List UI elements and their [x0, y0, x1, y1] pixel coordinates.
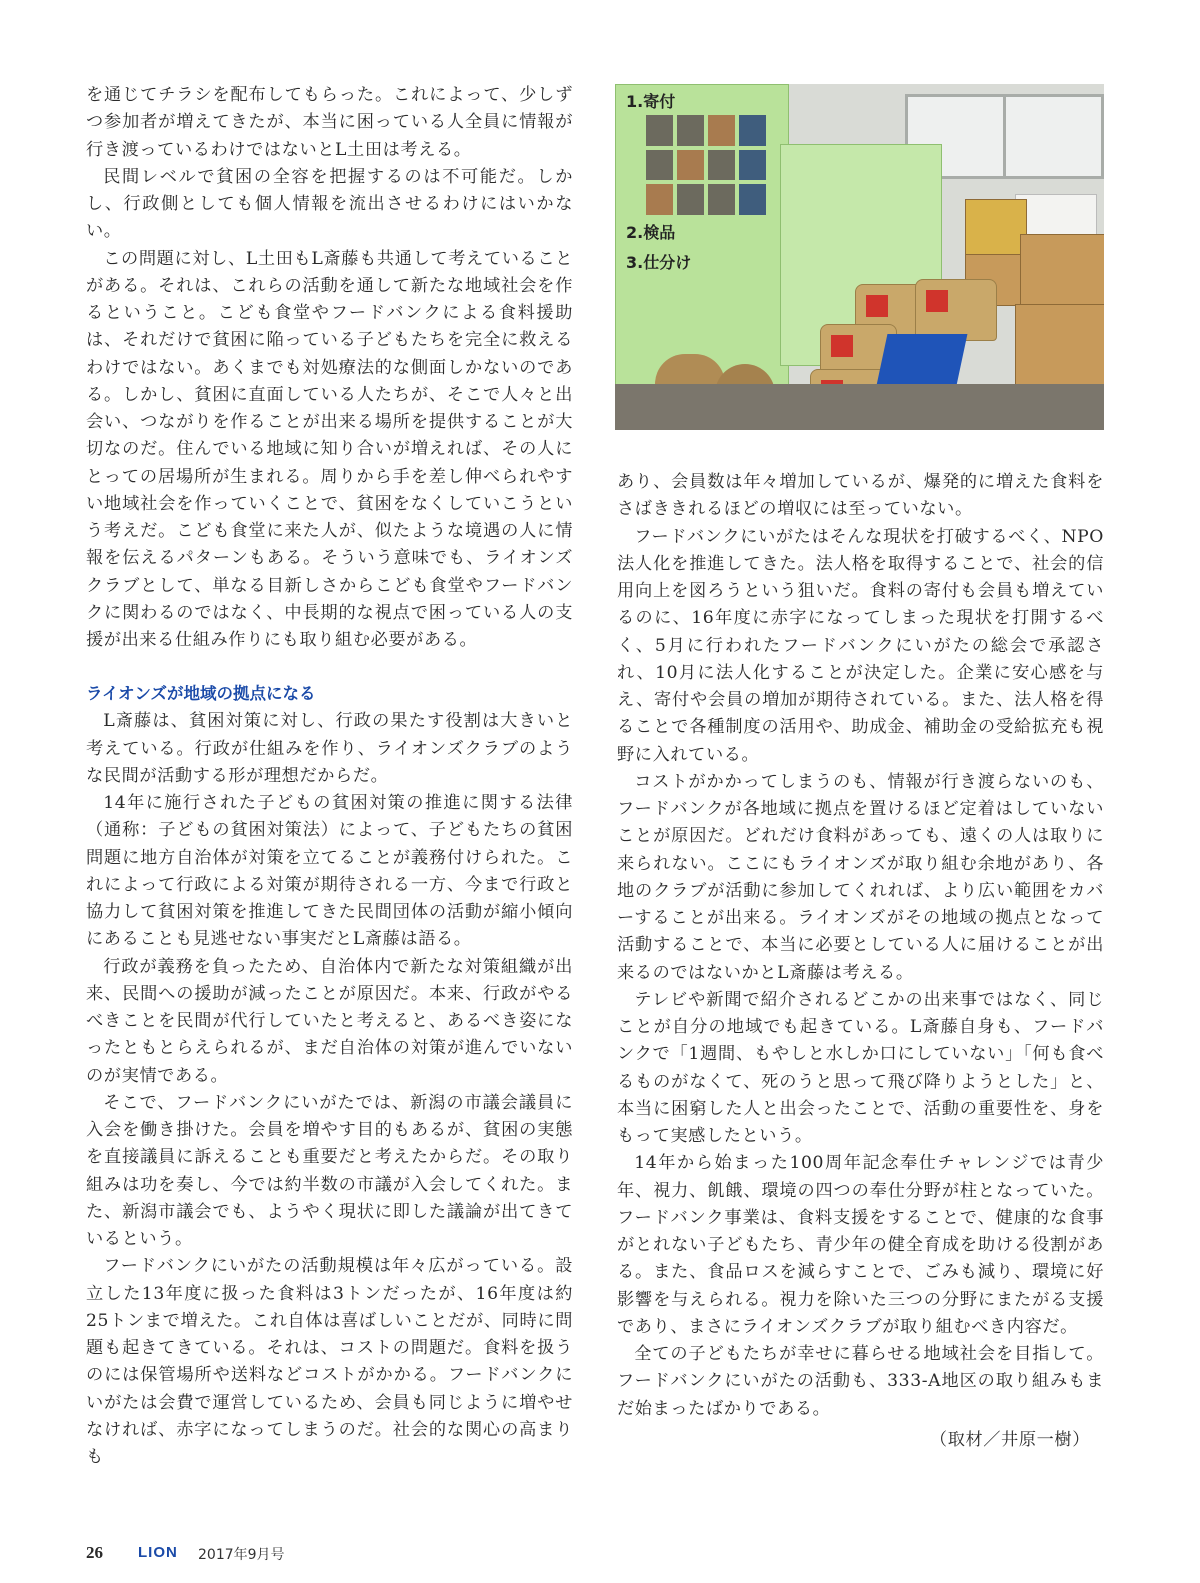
paragraph: コストがかかってしまうのも、情報が行き渡らないのも、フードバンクが各地域に拠点を置けるほど定着はしていないことが原因だ。どれだけ食料があっても、遠くの人は取りに来られない。ここにもライオンズが取り組む余地があり、各地のクラブが活動に参加してくれれば、より広い範囲をカバーすることが出来る。ライオンズがその地域の拠点となって活動することで、本当に必要としている人に届けることが出来るのではないかとL斎藤は考える。: [617, 771, 1104, 983]
poster-label: 1.寄付: [626, 92, 676, 111]
photo-box: [965, 199, 1027, 256]
paragraph: フードバンクにいがたはそんな現状を打破するべく、NPO法人化を推進してきた。法人格を取得することで、社会的信用向上を図ろうという狙いだ。食料の寄付も会員も増えているのに、16年度に赤字になってしまった現状を打開するべく、5月に行われたフードバンクにいがたの総会で承認され、10月に法人化することが決定した。企業に安心感を与え、寄付や会員の増加が期待されている。また、法人格を得ることで各種制度の活用や、助成金、補助金の受給拡充も視野に入れている。: [617, 526, 1104, 765]
photo-box: [1015, 194, 1097, 236]
poster-photos: [646, 115, 766, 215]
rice-bag: [915, 279, 997, 341]
magazine-brand: LION: [138, 1544, 178, 1561]
paragraph: 民間レベルで貧困の全容を把握するのは不可能だ。しかし、行政側としても個人情報を流出させるわけにはいかない。: [86, 166, 573, 242]
paragraph: 全ての子どもたちが幸せに暮らせる地域社会を目指して。フードバンクにいがたの活動も、333-A地区の取り組みもまだ始まったばかりである。: [617, 1344, 1104, 1419]
byline-credit: （取材／井原一樹）: [929, 1429, 1090, 1450]
paragraph: そこで、フードバンクにいがたでは、新潟の市議会議員に入会を働き掛けた。会員を増やす目的もあるが、貧困の実態を直接議員に訴えることも重要だと考えたからだ。その取り組みは功を奏し、今では約半数の市議が入会してくれた。また、新潟市議会でも、ようやく現状に即した議論が出てきているという。: [86, 1092, 573, 1249]
paragraph: を通じてチラシを配布してもらった。これによって、少しずつ参加者が増えてきたが、本当に困っている人全員に情報が行き渡っているわけではないとL土田は考える。: [86, 85, 573, 160]
paragraph: 行政が義務を負ったため、自治体内で新たな対策組織が出来、民間への援助が減ったことが原因だ。本来、行政がやるべきことを民間が代行していたと考えると、あるべき姿になったともとらえられるが、まだ自治体の対策が進んでいないのが実情である。: [86, 956, 573, 1086]
article-right-column: [617, 469, 1104, 1454]
paragraph: この問題に対し、L土田もL斎藤も共通して考えていることがある。それは、これらの活動を通して新たな地域社会を作るということ。こども食堂やフードバンクによる食料援助は、それだけで貧困に陥っている子どもたちを完全に救えるわけではない。あくまでも対処療法的な側面しかないのである。しかし、貧困に直面している人たちが、そこで人々と出会い、つながりを作ることが出来る場所を提供することが大切なのだ。住んでいる地域に知り合いが増えれば、その人にとっての居場所が生まれる。周りから手を差し伸べられやすい地域社会を作っていくことで、貧困をなくしていこうという考えだ。こども食堂に来た人が、似たような境遇の人に情報を伝えるパターンもある。そういう意味でも、ライオンズクラブとして、単なる目新しさからこども食堂やフードバンクに関わるのではなく、中長期的な視点で困っている人の支援が出来る仕組み作りにも取り組む必要がある。: [86, 248, 573, 650]
paragraph: フードバンクにいがたの活動規模は年々広がっている。設立した13年度に扱った食料は3トンだったが、16年度は約25トンまで増えた。これ自体は喜ばしいことだが、同時に問題も起きてきている。それは、コストの問題だ。食料を扱うのには保管場所や送料などコストがかかる。フードバンクにいがたは会費で運営しているため、会員も同じように増やせなければ、赤字になってしまうのだ。社会的な関心の高まりも: [86, 1256, 573, 1467]
paragraph: 14年に施行された子どもの貧困対策の推進に関する法律（通称：子どもの貧困対策法）によって、子どもたちの貧困問題に地方自治体が対策を立てることが義務付けられた。これによって行政による対策が期待される一方、今まで行政と協力して貧困対策を推進してきた民間団体の活動が縮小傾向にあることも見逃せない事実だとL斎藤は語る。: [86, 793, 573, 950]
photo-floor: [615, 384, 1104, 430]
poster-label: 3.仕分け: [626, 253, 692, 272]
photo-box: [1020, 234, 1104, 306]
paragraph: テレビや新聞で紹介されるどこかの出来事ではなく、同じことが自分の地域でも起きている。L斎藤自身も、フードバンクで「1週間、もやしと水しか口にしていない」「何も食べるものがなくて、死のうと思って飛び降りようとした」と、本当に困窮した人と出会ったことで、活動の重要性を、身をもって実感したという。: [617, 989, 1104, 1146]
page-number: 26: [86, 1543, 103, 1562]
photo-poster: [615, 84, 789, 386]
paragraph: 14年から始まった100周年記念奉仕チャレンジでは青少年、視力、飢餓、環境の四つの奉仕分野が柱となっていた。フードバンク事業は、食料支援をすることで、健康的な食事がとれない子どもたち、青少年の健全育成を助ける役割がある。また、食品ロスを減らすことで、ごみも減り、環境に好影響を与えられる。視力を除いた三つの分野にまたがる支援であり、まさにライオンズクラブが取り組むべき内容だ。: [617, 1153, 1104, 1337]
food-bank-storage-photo: [615, 84, 1104, 430]
poster-label: 2.検品: [626, 223, 676, 242]
issue-date: 2017年9月号: [198, 1547, 285, 1563]
photo-box: [1015, 304, 1104, 396]
paragraph: あり、会員数は年々増加しているが、爆発的に増えた食料をさばききれるほどの増収には至っていない。: [617, 472, 1104, 520]
article-left-column: [86, 82, 573, 1471]
paragraph: L斎藤は、貧困対策に対し、行政の果たす役割は大きいと考えている。行政が仕組みを作り、ライオンズクラブのような民間が活動する形が理想だからだ。: [86, 711, 573, 786]
section-heading: ライオンズが地域の拠点になる: [86, 684, 316, 704]
